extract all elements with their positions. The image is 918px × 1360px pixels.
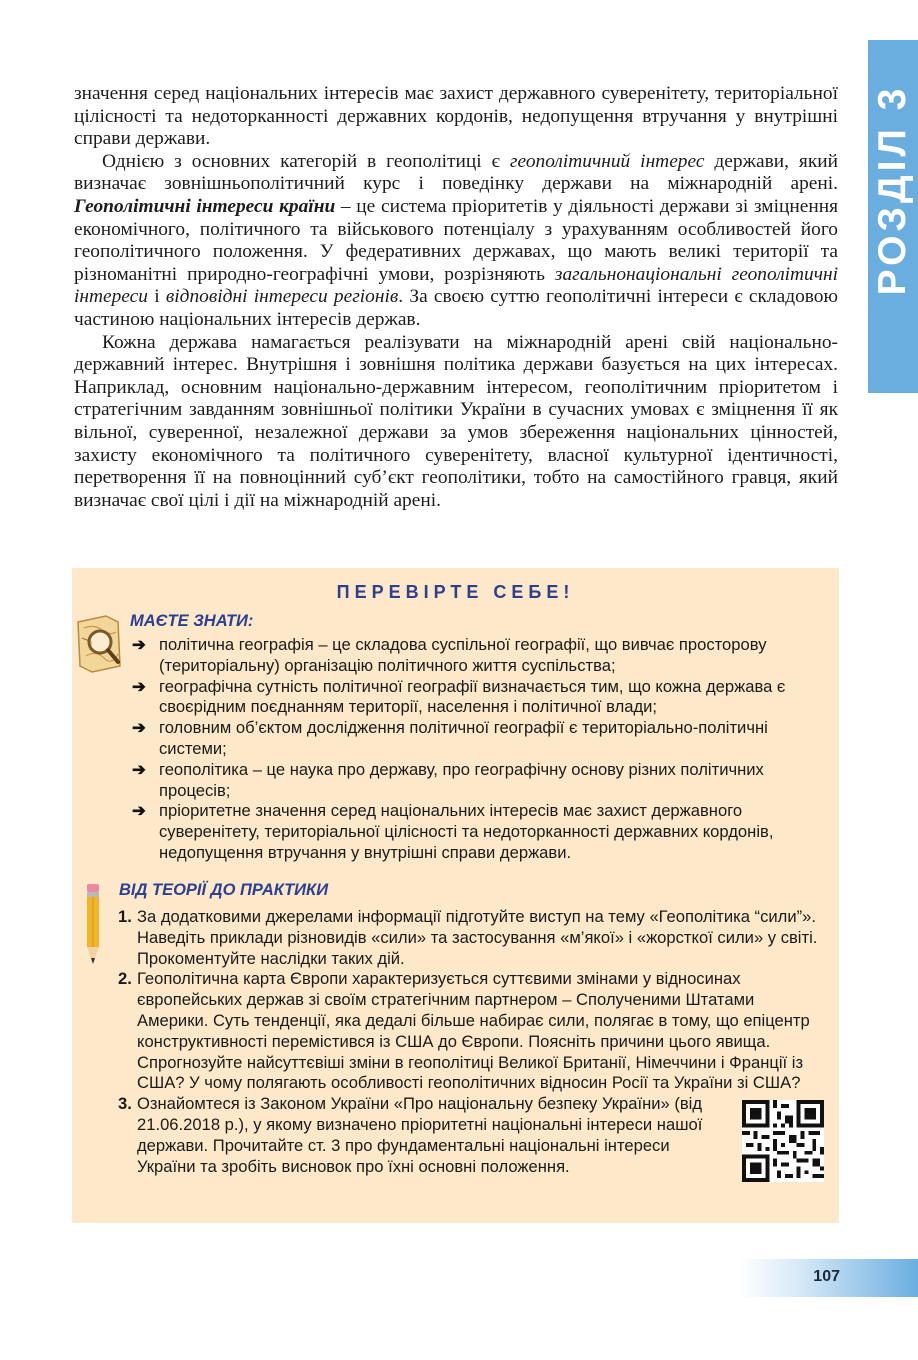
task-text: Геополітична карта Європи характеризується суттєвими змінами у відносинах європейських держав зі своїм стратегічним партнером – Сполученими Штатами Америки. Суть тенденції, яка дедалі більше набирає сили, полягає в тому, що епіцентр конструктивності перемістився із США до Європи. Поясніть причини цього явища. Спрогнозуйте найсуттєвіші зміни в геополітиці Великої Британії, Німеччини і Франції із США? У чому полягають особливості геополітичних відносин Росії та України зі США? (137, 969, 810, 1093)
paragraph-2-part-i: . За своєю суттю геополітичні інтереси є складовою частиною національних інтересів держав. (74, 286, 838, 330)
page-number-bar (740, 1259, 918, 1297)
pencil-icon (80, 880, 106, 968)
term-country-interests: Геополітичні інтереси країни (74, 195, 336, 217)
list-item (118, 1094, 830, 1177)
arrow-right-icon: ➔ (132, 801, 146, 821)
paragraph-2-part-a: Однією з основних категорій в геополітиці є (102, 150, 510, 172)
task-text: Ознайомтеся із Законом України «Про національну безпеку України» (від 21.06.2018 р.), у якому визначено пріоритетні національні інтереси нашої держави. Прочитайте ст. 3 про фундаментальні національні інтереси України та зробіть висновок про їхні основні положення. (137, 1094, 703, 1176)
term-geopolitical-interest: геополітичний інтерес (509, 150, 705, 172)
arrow-right-icon: ➔ (132, 718, 146, 738)
task-number: 3. (118, 1094, 132, 1114)
list-item (118, 969, 830, 1094)
task-number: 1. (118, 907, 132, 926)
qr-code-icon[interactable] (742, 1100, 824, 1182)
list-item (118, 907, 830, 969)
chapter-label: РОЗДІЛ 3 (871, 84, 914, 296)
list-item: ➔ геополітика – це наука про державу, про географічну основу різних політичних процесів; (132, 759, 764, 800)
practice-task-list (118, 907, 830, 1177)
list-item: ➔ пріоритетне значення серед національних інтересів має захист державного суверенітету, територіальної цілісності та недоторканності державних кордонів, недопущення втручання у внутрішні справи держави. (132, 801, 774, 862)
list-item: ➔ географічна сутність політичної географії визначається тим, що кожна держава є своєрідним поєднанням території, населення і політичної влади; (132, 676, 786, 717)
list-item: ➔ політична географія – це складова суспільної географії, що вивчає просторову (територіальну) організацію політичного життя суспільства; (132, 635, 767, 675)
check-yourself-title: ПЕРЕВІРТЕ СЕБЕ! (336, 582, 575, 602)
arrow-right-icon: ➔ (132, 635, 146, 654)
check-yourself-box (72, 568, 839, 1223)
map-magnifier-icon (72, 608, 128, 676)
paragraph-2-part-g: і (147, 286, 166, 308)
arrow-right-icon: ➔ (132, 759, 146, 779)
paragraph-2-part-e: – це система пріоритетів у діяльності держави зі зміцнення економічного, політичного та військового потенціалу з урахуванням особливостей його геополітичного положення. У федеративних державах, що мають великі території та різноманітні природно-географічні умови, розрізняють (74, 195, 838, 285)
page-number: 107 (813, 1268, 840, 1285)
task-number: 2. (118, 969, 132, 989)
must-know-heading: МАЄТЕ ЗНАТИ: (130, 612, 254, 630)
practice-heading: ВІД ТЕОРІЇ ДО ПРАКТИКИ (119, 881, 329, 899)
term-national-interests: загальнонаціональні геополітичні інтереси (74, 263, 839, 308)
paragraph-2 (74, 151, 838, 332)
arrow-right-icon: ➔ (132, 676, 146, 696)
paragraph-2-part-c: держави, який визначає зовнішньополітичний курс і поведінку держави на міжнародній арені. (74, 150, 839, 195)
must-know-list (132, 635, 830, 864)
term-regional-interests: відповідні інтереси регіонів (165, 286, 399, 308)
paragraph-3: Кожна держава намагається реалізувати на міжнародній арені свій національно-державний інтерес. Внутрішня і зовнішня політика держави базується на цих інтересах. Наприклад, основним національно-державним інтересом, геополітичним пріоритетом і стратегічним завданням зовнішньої політики України в сучасних умовах є зміцнення її як вільної, суверенної, незалежної держави за умов збереження національних цінностей, захисту економічного та політичного суверенітету, власної культурної ідентичності, перетворення її на повноцінний суб’єкт геополітики, тобто на самостійного гравця, який визначає свої цілі і дії на міжнародній арені. (74, 331, 838, 511)
main-body-text (74, 83, 838, 512)
list-item: ➔ головним об’єктом дослідження політичної географії є територіально-політичні системи; (132, 718, 768, 758)
task-text: За додатковими джерелами інформації підготуйте виступ на тему «Геополітика “сили”». Наведіть приклади різновидів «сили» та застосування «м’якої» і «жорсткої сили» у світі. Прокоментуйте наслідки таких дій. (137, 907, 818, 968)
paragraph-1: значення серед національних інтересів має захист державного суверенітету, територіальної цілісності та недоторканності державних кордонів, недопущення втручання у внутрішні справи держави. (74, 83, 838, 150)
